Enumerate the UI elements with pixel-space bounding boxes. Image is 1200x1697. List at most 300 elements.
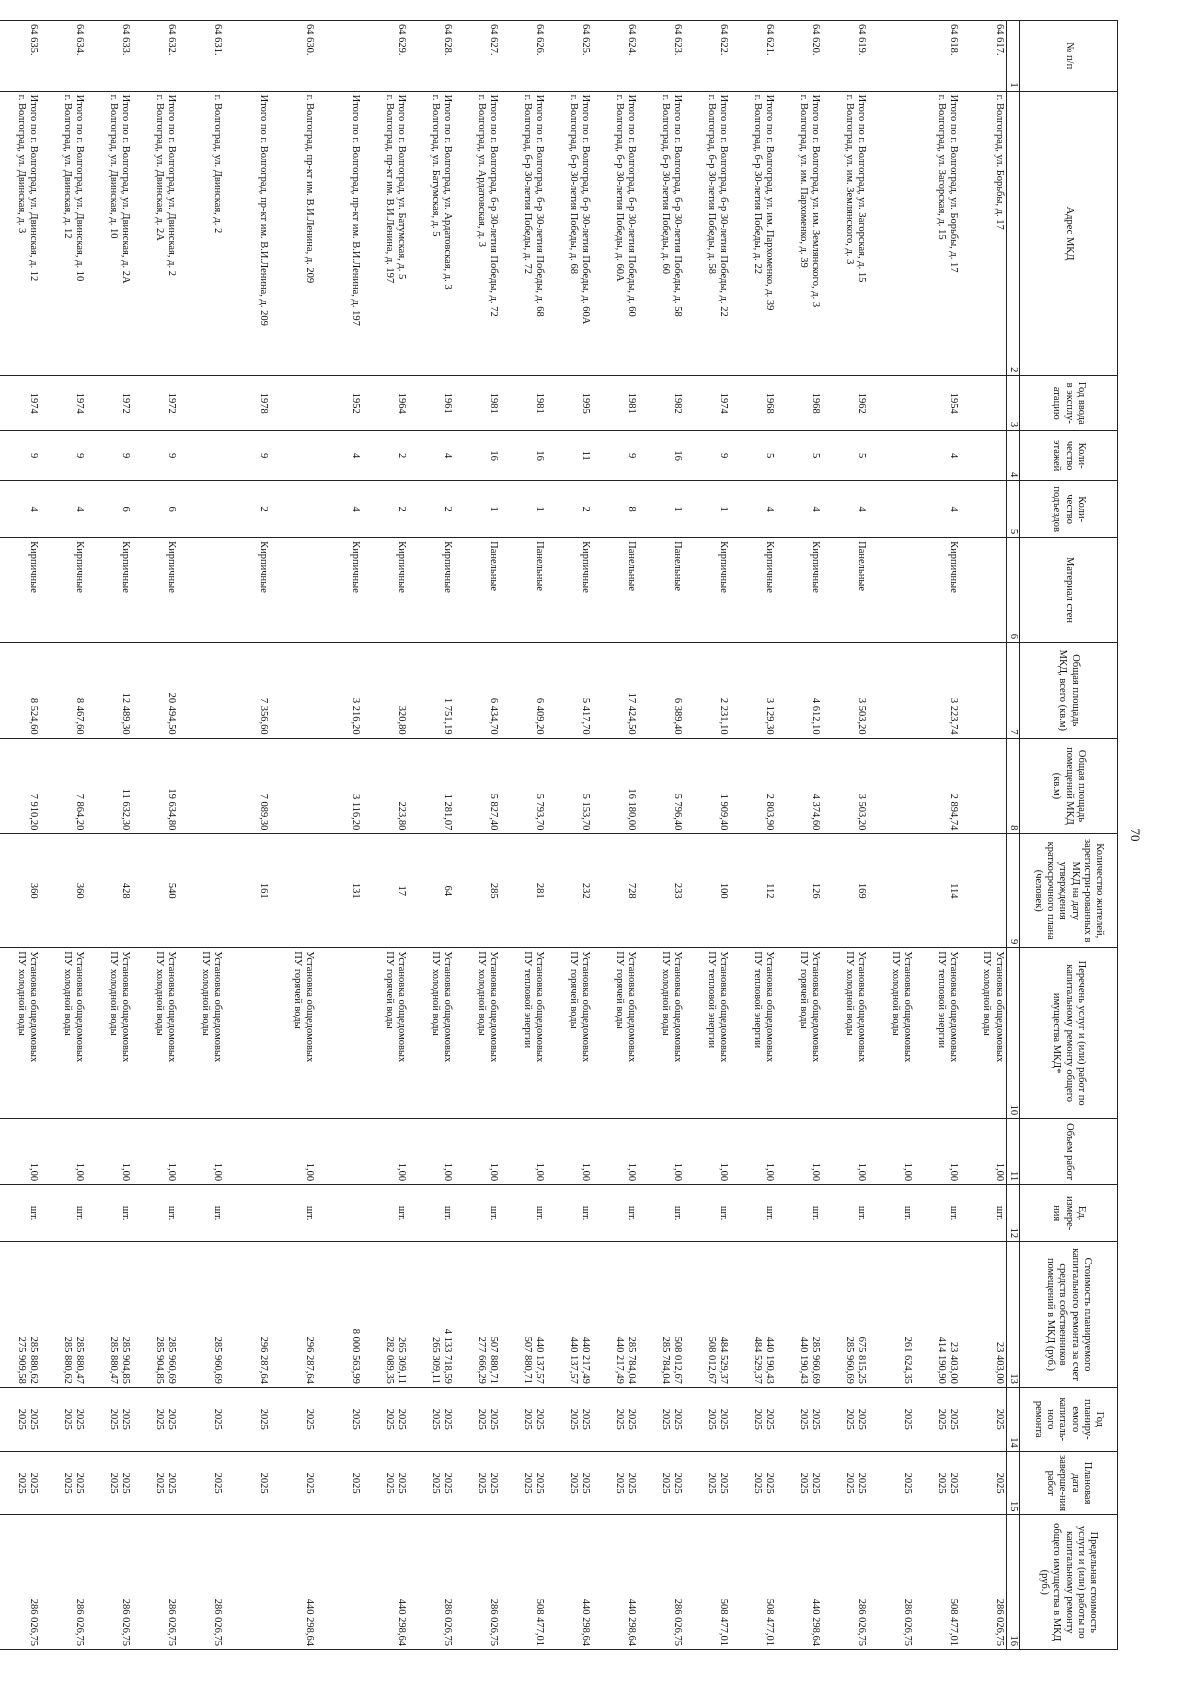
table-cell-people: 100 xyxy=(685,834,731,948)
cell-line: 2025 xyxy=(705,1408,717,1430)
cell-line: 2025 xyxy=(28,1408,40,1430)
header-cell: Год планиру-емого капиталь-ного ремонта xyxy=(1020,1387,1118,1451)
table-cell-area: 12 489,30 xyxy=(87,642,133,738)
table-cell-vol: 1,00 xyxy=(869,1119,915,1185)
table-cell-unit: шт. xyxy=(777,1185,823,1242)
cell-line: 2025 xyxy=(659,1472,671,1494)
column-number-row xyxy=(1007,21,1020,1650)
column-number: 2 xyxy=(1007,91,1020,376)
cell-line: г. Волгоград, ул. Двинская, д. 10 xyxy=(107,94,119,239)
page-number: 70 xyxy=(1128,828,1143,842)
table-cell-n xyxy=(317,21,363,92)
table-cell-floors: 5 xyxy=(731,431,777,481)
cell-line: 261 624,35 xyxy=(902,1336,914,1384)
header-cell: Общая площадь МКД, всего (кв.м) xyxy=(1020,642,1118,738)
table-cell-works xyxy=(179,948,225,1119)
table-cell-year: 1954 xyxy=(915,376,961,431)
table-cell-end_y xyxy=(501,1451,547,1515)
table-cell-cost xyxy=(0,1242,41,1388)
table-cell-area: 5 417,70 xyxy=(547,642,593,738)
table-cell-end_y xyxy=(547,1451,593,1515)
table-cell-people xyxy=(961,834,1007,948)
header-cell: Стоимость планируемого капитального ремонта за счет средств собственников помещений в МКД (руб.) xyxy=(1020,1242,1118,1388)
table-cell-n xyxy=(225,21,271,92)
table-cell-end_y xyxy=(179,1451,225,1515)
cell-line: 2025 xyxy=(120,1472,132,1494)
table-cell-end_y xyxy=(823,1451,869,1515)
cell-line: г. Волгоград, ул. им. Землянского, д. 3 xyxy=(843,94,855,265)
table-cell-cost xyxy=(639,1242,685,1388)
cell-line: 2025 xyxy=(383,1472,395,1494)
table-cell-limit: 508 477,01 xyxy=(501,1515,547,1650)
table-cell-plan_y xyxy=(593,1387,639,1451)
table-cell-works xyxy=(271,948,317,1119)
table-cell-addr xyxy=(225,91,271,376)
cell-line: 2025 xyxy=(488,1408,500,1430)
cell-line: Итого по г. Волгоград, ул. Двинская, д. 2 xyxy=(166,94,178,276)
table-cell-entr xyxy=(869,481,915,538)
cell-line: 2025 xyxy=(429,1472,441,1494)
table-cell-area_p xyxy=(271,738,317,834)
table-cell-vol: 1,00 xyxy=(823,1119,869,1185)
table-cell-n: 64 619. xyxy=(823,21,869,92)
cell-line: 285 904,85 xyxy=(153,1336,165,1384)
table-cell-plan_y xyxy=(455,1387,501,1451)
table-cell-vol: 1,00 xyxy=(685,1119,731,1185)
table-cell-area_p: 7 089,30 xyxy=(225,738,271,834)
table-cell-cost xyxy=(961,1242,1007,1388)
table-cell-end_y xyxy=(409,1451,455,1515)
table-cell-people: 169 xyxy=(823,834,869,948)
table-cell-n: 64 635. xyxy=(0,21,41,92)
header-cell: Коли-чество подъездов xyxy=(1020,481,1118,538)
cell-line: Установка общедомовых xyxy=(810,951,822,1063)
cell-line: г. Волгоград, ул. им. Пархоменко, д. 39 xyxy=(797,94,809,268)
cell-line: 282 089,35 xyxy=(383,1336,395,1384)
header-row xyxy=(1020,21,1118,1650)
table-cell-year: 1952 xyxy=(317,376,363,431)
cell-line: Установка общедомовых xyxy=(28,951,40,1063)
table-cell-addr xyxy=(455,91,501,376)
cell-line: 2025 xyxy=(580,1408,592,1430)
column-number: 11 xyxy=(1007,1119,1020,1185)
table-cell-works xyxy=(915,948,961,1119)
table-cell-addr xyxy=(409,91,455,376)
table-row xyxy=(133,21,179,1650)
cell-line: 2025 xyxy=(613,1472,625,1494)
table-cell-works xyxy=(593,948,639,1119)
cell-line: г. Волгоград, ул. Загорская, д. 15 xyxy=(935,94,947,240)
table-cell-limit: 440 298,64 xyxy=(363,1515,409,1650)
table-cell-addr xyxy=(41,91,87,376)
table-cell-floors: 9 xyxy=(593,431,639,481)
table-cell-vol: 1,00 xyxy=(961,1119,1007,1185)
cell-line: 2025 xyxy=(718,1408,730,1430)
cell-line: ПУ горячей воды xyxy=(383,951,395,1029)
table-cell-n: 64 618. xyxy=(915,21,961,92)
cell-line: 2025 xyxy=(107,1408,119,1430)
table-cell-mat: Панельные xyxy=(501,538,547,643)
table-cell-end_y xyxy=(225,1451,271,1515)
table-row xyxy=(363,21,409,1650)
cell-line: 285 960,69 xyxy=(212,1336,224,1384)
cell-line: 2025 xyxy=(843,1472,855,1494)
table-cell-plan_y xyxy=(501,1387,547,1451)
cell-line: 2025 xyxy=(797,1408,809,1430)
cell-line: 484 529,37 xyxy=(718,1336,730,1384)
table-cell-floors: 9 xyxy=(0,431,41,481)
table-cell-people: 17 xyxy=(363,834,409,948)
table-cell-people: 540 xyxy=(133,834,179,948)
column-number: 9 xyxy=(1007,834,1020,948)
table-cell-unit: шт. xyxy=(547,1185,593,1242)
table-cell-area_p xyxy=(869,738,915,834)
table-cell-end_y xyxy=(915,1451,961,1515)
table-cell-vol: 1,00 xyxy=(41,1119,87,1185)
table-row xyxy=(41,21,87,1650)
table-cell-unit: шт. xyxy=(363,1185,409,1242)
table-cell-area: 7 356,60 xyxy=(225,642,271,738)
cell-line: 440 137,57 xyxy=(534,1336,546,1384)
cell-line: 2025 xyxy=(810,1472,822,1494)
table-cell-vol: 1,00 xyxy=(133,1119,179,1185)
table-cell-limit: 286 026,75 xyxy=(87,1515,133,1650)
cell-line: 2025 xyxy=(902,1408,914,1430)
table-cell-unit: шт. xyxy=(593,1185,639,1242)
table-cell-floors xyxy=(179,431,225,481)
table-cell-year: 1968 xyxy=(731,376,777,431)
cell-line: Установка общедомовых xyxy=(672,951,684,1063)
table-cell-area_p: 19 634,80 xyxy=(133,738,179,834)
table-cell-unit: шт. xyxy=(731,1185,777,1242)
table-cell-unit: шт. xyxy=(501,1185,547,1242)
table-cell-n: 64 626. xyxy=(501,21,547,92)
table-cell-unit: шт. xyxy=(961,1185,1007,1242)
table-cell-unit: шт. xyxy=(0,1185,41,1242)
table-cell-plan_y xyxy=(363,1387,409,1451)
table-cell-unit: шт. xyxy=(823,1185,869,1242)
cell-line: 2025 xyxy=(521,1408,533,1430)
table-cell-cost xyxy=(501,1242,547,1388)
table-cell-floors: 4 xyxy=(915,431,961,481)
table-cell-works xyxy=(363,948,409,1119)
table-cell-floors: 5 xyxy=(823,431,869,481)
table-row xyxy=(317,21,363,1650)
table-cell-mat: Кирпичные xyxy=(317,538,363,643)
cell-line: 2025 xyxy=(856,1472,868,1494)
table-cell-vol: 1,00 xyxy=(639,1119,685,1185)
table-cell-entr: 2 xyxy=(225,481,271,538)
cell-line: 2025 xyxy=(15,1408,27,1430)
table-cell-cost xyxy=(363,1242,409,1388)
table-cell-plan_y xyxy=(271,1387,317,1451)
table-cell-mat: Панельные xyxy=(593,538,639,643)
table-cell-addr xyxy=(639,91,685,376)
table-cell-area_p: 3 503,20 xyxy=(823,738,869,834)
table-cell-vol: 1,00 xyxy=(363,1119,409,1185)
table-cell-unit: шт. xyxy=(271,1185,317,1242)
table-cell-limit: 286 026,75 xyxy=(179,1515,225,1650)
table-cell-end_y xyxy=(777,1451,823,1515)
cell-line: 2025 xyxy=(153,1408,165,1430)
table-cell-entr: 4 xyxy=(317,481,363,538)
table-cell-limit: 440 298,64 xyxy=(777,1515,823,1650)
cell-line: 507 880,71 xyxy=(521,1336,533,1384)
cell-line: 2025 xyxy=(258,1472,270,1494)
table-cell-addr xyxy=(271,91,317,376)
table-cell-mat xyxy=(179,538,225,643)
table-cell-area_p: 2 894,74 xyxy=(915,738,961,834)
cell-line: 265 309,11 xyxy=(396,1337,408,1384)
table-row xyxy=(869,21,915,1650)
table-cell-addr xyxy=(685,91,731,376)
table-cell-n: 64 617. xyxy=(961,21,1007,92)
cell-line: ПУ горячей воды xyxy=(613,951,625,1029)
cell-line: Установка общедомовых xyxy=(442,951,454,1063)
table-cell-floors: 9 xyxy=(225,431,271,481)
table-cell-addr xyxy=(87,91,133,376)
table-cell-area: 3 223,74 xyxy=(915,642,961,738)
cell-line: 2025 xyxy=(74,1472,86,1494)
cell-line: 2025 xyxy=(61,1408,73,1430)
cell-line: 507 880,71 xyxy=(488,1336,500,1384)
table-cell-plan_y xyxy=(823,1387,869,1451)
table-cell-cost xyxy=(225,1242,271,1388)
table-cell-floors: 2 xyxy=(363,431,409,481)
table-cell-people: 131 xyxy=(317,834,363,948)
cell-line: 2025 xyxy=(304,1408,316,1430)
cell-line: Итого по г. Волгоград, б-р 30-летия Победы, д. 72 xyxy=(488,94,500,317)
table-cell-mat: Панельные xyxy=(823,538,869,643)
table-cell-plan_y xyxy=(731,1387,777,1451)
cell-line: 2025 xyxy=(74,1408,86,1430)
table-cell-people: 281 xyxy=(501,834,547,948)
table-cell-vol: 1,00 xyxy=(87,1119,133,1185)
table-cell-vol: 1,00 xyxy=(455,1119,501,1185)
column-number: 10 xyxy=(1007,948,1020,1119)
cell-line: Установка общедомовых xyxy=(948,951,960,1063)
cell-line: Итого по г. Волгоград, ул. Батумская, д. 5 xyxy=(396,94,408,280)
table-cell-n: 64 627. xyxy=(455,21,501,92)
table-cell-area xyxy=(869,642,915,738)
cell-line: г. Волгоград, ул. Двинская, д. 12 xyxy=(61,94,73,239)
cell-line: 2025 xyxy=(166,1408,178,1430)
cell-line: 2025 xyxy=(475,1408,487,1430)
table-cell-area_p: 16 180,00 xyxy=(593,738,639,834)
table-row xyxy=(271,21,317,1650)
table-cell-addr xyxy=(547,91,593,376)
table-cell-unit: шт. xyxy=(179,1185,225,1242)
cell-line: 2025 xyxy=(948,1472,960,1494)
table-cell-mat: Кирпичные xyxy=(731,538,777,643)
cell-line: 2025 xyxy=(153,1472,165,1494)
table-cell-mat: Кирпичные xyxy=(41,538,87,643)
table-cell-people xyxy=(271,834,317,948)
cell-line: Установка общедомовых xyxy=(994,951,1005,1063)
table-cell-area: 1 751,19 xyxy=(409,642,455,738)
table-cell-area_p xyxy=(961,738,1007,834)
table-cell-works xyxy=(455,948,501,1119)
table-cell-people: 428 xyxy=(87,834,133,948)
table-cell-end_y xyxy=(639,1451,685,1515)
cell-line: 23 403,00 xyxy=(948,1341,960,1384)
header-cell: Плановая дата заверше-ния работ xyxy=(1020,1451,1118,1515)
table-cell-addr xyxy=(317,91,363,376)
table-cell-entr xyxy=(961,481,1007,538)
table-cell-floors: 4 xyxy=(317,431,363,481)
table-cell-cost xyxy=(133,1242,179,1388)
table-cell-people xyxy=(179,834,225,948)
table-cell-cost xyxy=(593,1242,639,1388)
column-number: 12 xyxy=(1007,1185,1020,1242)
cell-line: 2025 xyxy=(396,1472,408,1494)
table-cell-mat: Кирпичные xyxy=(0,538,41,643)
table-cell-cost xyxy=(317,1242,363,1388)
table-cell-plan_y xyxy=(87,1387,133,1451)
table-cell-cost xyxy=(731,1242,777,1388)
table-cell-unit: шт. xyxy=(87,1185,133,1242)
table-cell-entr: 4 xyxy=(823,481,869,538)
cell-line: г. Волгоград, ул. Борьбы, д. 17 xyxy=(994,94,1005,230)
table-cell-limit: 286 026,75 xyxy=(133,1515,179,1650)
table-cell-addr xyxy=(915,91,961,376)
cell-line: ПУ горячей воды xyxy=(797,951,809,1029)
table-cell-unit: шт. xyxy=(915,1185,961,1242)
table-cell-mat xyxy=(961,538,1007,643)
table-cell-year: 1964 xyxy=(363,376,409,431)
table-cell-addr xyxy=(0,91,41,376)
cell-line: ПУ холодной воды xyxy=(981,951,993,1036)
table-cell-limit: 508 477,01 xyxy=(731,1515,777,1650)
table-cell-cost xyxy=(87,1242,133,1388)
cell-line: ПУ холодной воды xyxy=(659,951,671,1036)
table-cell-limit: 440 298,64 xyxy=(547,1515,593,1650)
cell-line: 2025 xyxy=(429,1408,441,1430)
table-row xyxy=(823,21,869,1650)
table-cell-addr xyxy=(731,91,777,376)
table-cell-plan_y xyxy=(869,1387,915,1451)
table-cell-works xyxy=(317,948,363,1119)
cell-line: Установка общедомовых xyxy=(534,951,546,1063)
table-cell-entr: 4 xyxy=(915,481,961,538)
table-row xyxy=(915,21,961,1650)
table-cell-limit: 286 026,75 xyxy=(639,1515,685,1650)
table-cell-area: 2 231,10 xyxy=(685,642,731,738)
table-cell-plan_y xyxy=(317,1387,363,1451)
cell-line: 440 217,49 xyxy=(613,1336,625,1384)
cell-line: г. Волгоград, ул. Двинская, д. 2 xyxy=(212,94,224,234)
table-cell-floors: 11 xyxy=(547,431,593,481)
table-cell-people: 360 xyxy=(41,834,87,948)
table-cell-area_p: 1 281,07 xyxy=(409,738,455,834)
table-cell-n: 64 625. xyxy=(547,21,593,92)
table-cell-area: 6 389,40 xyxy=(639,642,685,738)
cell-line: Итого по г. Волгоград, ул. Двинская, д. 10 xyxy=(74,94,86,282)
table-cell-n: 64 634. xyxy=(41,21,87,92)
cell-line: г. Волгоград, ул. Ардатовская, д. 3 xyxy=(475,94,487,247)
table-cell-entr: 2 xyxy=(363,481,409,538)
cell-line: 2025 xyxy=(843,1408,855,1430)
cell-line: 285 904,85 xyxy=(120,1336,132,1384)
table-cell-mat: Кирпичные xyxy=(685,538,731,643)
table-cell-cost xyxy=(455,1242,501,1388)
table-cell-floors: 9 xyxy=(87,431,133,481)
cell-line: 440 137,57 xyxy=(567,1336,579,1384)
table-cell-people: 161 xyxy=(225,834,271,948)
table-cell-floors: 16 xyxy=(455,431,501,481)
table-cell-works xyxy=(639,948,685,1119)
table-cell-limit: 286 026,75 xyxy=(869,1515,915,1650)
table-cell-floors: 16 xyxy=(501,431,547,481)
cell-line: 296 287,64 xyxy=(258,1336,270,1384)
table-row xyxy=(593,21,639,1650)
table-cell-works xyxy=(133,948,179,1119)
table-cell-year xyxy=(869,376,915,431)
cell-line: 2025 xyxy=(935,1408,947,1430)
table-cell-floors: 5 xyxy=(777,431,823,481)
table-cell-vol: 1,00 xyxy=(731,1119,777,1185)
table-cell-plan_y xyxy=(915,1387,961,1451)
cell-line: Итого по г. Волгоград, пр-кт им. В.И.Ленина, д. 197 xyxy=(350,94,362,326)
table-cell-vol: 1,00 xyxy=(501,1119,547,1185)
table-cell-area_p: 1 909,40 xyxy=(685,738,731,834)
cell-line: 2025 xyxy=(626,1408,638,1430)
header-cell: Предельная стоимость услуги и (или) работы по капитальному ремонту общего имущества в МКД (руб.) xyxy=(1020,1515,1118,1650)
column-number: 5 xyxy=(1007,481,1020,538)
cell-line: 23 403,00 xyxy=(994,1341,1005,1384)
cell-line: 2025 xyxy=(705,1472,717,1494)
table-cell-limit: 508 477,01 xyxy=(685,1515,731,1650)
column-number: 1 xyxy=(1007,21,1020,92)
repair-plan-table xyxy=(0,20,1118,1650)
table-cell-limit xyxy=(225,1515,271,1650)
table-cell-n: 64 630. xyxy=(271,21,317,92)
table-cell-vol: 1,00 xyxy=(547,1119,593,1185)
cell-line: Установка общедомовых xyxy=(212,951,224,1063)
cell-line: 2025 xyxy=(212,1408,224,1430)
cell-line: Установка общедомовых xyxy=(396,951,408,1063)
table-cell-n: 64 631. xyxy=(179,21,225,92)
table-cell-cost xyxy=(869,1242,915,1388)
cell-line: 2025 xyxy=(948,1408,960,1430)
table-cell-addr xyxy=(823,91,869,376)
table-cell-plan_y xyxy=(639,1387,685,1451)
table-cell-n: 64 622. xyxy=(685,21,731,92)
cell-line: 285 784,04 xyxy=(626,1336,638,1384)
table-cell-people: 114 xyxy=(915,834,961,948)
cell-line: г. Волгоград, б-р 30-летия Победы, д. 22 xyxy=(751,94,763,275)
table-cell-end_y xyxy=(271,1451,317,1515)
table-cell-limit: 440 298,64 xyxy=(593,1515,639,1650)
table-cell-people: 112 xyxy=(731,834,777,948)
table-cell-works xyxy=(685,948,731,1119)
table-cell-plan_y xyxy=(961,1387,1007,1451)
table-cell-end_y xyxy=(593,1451,639,1515)
cell-line: г. Волгоград, ул. Батумская, д. 5 xyxy=(429,94,441,237)
table-cell-mat: Кирпичные xyxy=(363,538,409,643)
cell-line: 275 909,58 xyxy=(15,1336,27,1384)
cell-line: Итого по г. Волгоград, ул. Двинская, д. 2А xyxy=(120,94,132,284)
cell-line: ПУ холодной воды xyxy=(843,951,855,1036)
table-cell-cost xyxy=(179,1242,225,1388)
table-cell-floors: 16 xyxy=(639,431,685,481)
table-cell-limit: 508 477,01 xyxy=(915,1515,961,1650)
table-cell-end_y xyxy=(869,1451,915,1515)
cell-line: ПУ горячей воды xyxy=(291,951,303,1029)
table-cell-plan_y xyxy=(0,1387,41,1451)
table-cell-area_p: 4 374,60 xyxy=(777,738,823,834)
table-row xyxy=(87,21,133,1650)
